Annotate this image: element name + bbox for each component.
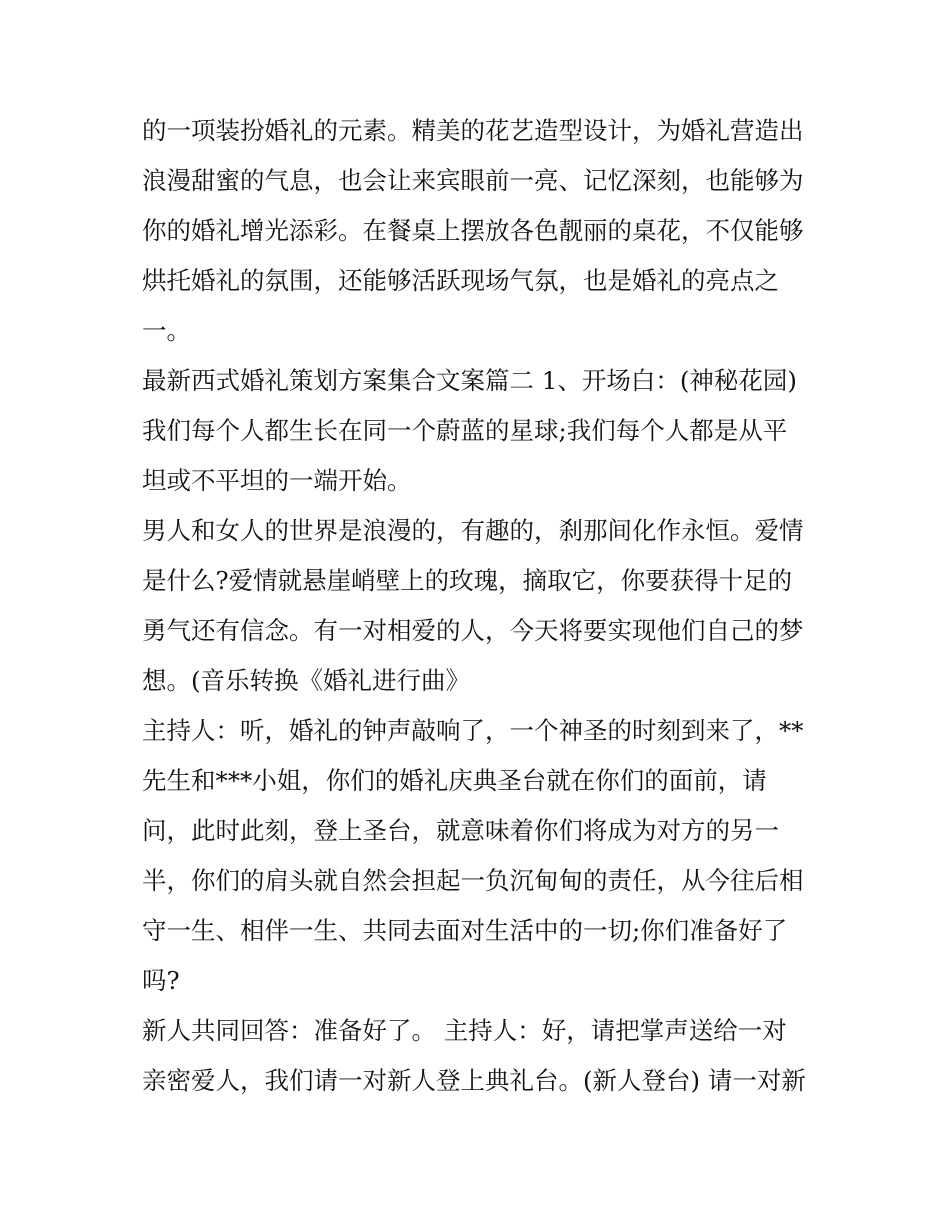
text-line: 是什么?爱情就悬崖峭壁上的玫瑰，摘取它，你要获得十足的 [142, 566, 793, 595]
text-line: 一。 [142, 316, 191, 345]
text-line: 坦或不平坦的一端开始。 [142, 466, 412, 495]
text-line: 想。(音乐转换《婚礼进行曲》 [142, 666, 471, 695]
text-line: 新人共同回答：准备好了。 主持人：好，请把掌声送给一对 [142, 1016, 787, 1045]
body-text [142, 106, 822, 1106]
text-line: 男人和女人的世界是浪漫的，有趣的，刹那间化作永恒。爱情 [142, 516, 804, 545]
text-line: 半，你们的肩头就自然会担起一负沉甸甸的责任，从今往后相 [142, 866, 804, 895]
text-line: 勇气还有信念。有一对相爱的人，今天将要实现他们自己的梦 [142, 616, 804, 645]
text-line: 守一生、相伴一生、共同去面对生活中的一切;你们准备好了 [142, 916, 788, 945]
text-line: 我们每个人都生长在同一个蔚蓝的星球;我们每个人都是从平 [142, 416, 788, 445]
text-line: 你的婚礼增光添彩。在餐桌上摆放各色靓丽的桌花，不仅能够 [142, 216, 804, 245]
text-line: 主持人：听，婚礼的钟声敲响了，一个神圣的时刻到来了，** [142, 716, 804, 745]
text-line: 先生和***小姐，你们的婚礼庆典圣台就在你们的面前，请 [142, 766, 767, 795]
text-line: 的一项装扮婚礼的元素。精美的花艺造型设计，为婚礼营造出 [142, 116, 804, 145]
text-line: 浪漫甜蜜的气息，也会让来宾眼前一亮、记忆深刻，也能够为 [142, 166, 804, 195]
text-line: 亲密爱人，我们请一对新人登上典礼台。(新人登台) 请一对新 [142, 1066, 806, 1095]
text-line: 问，此时此刻，登上圣台，就意味着你们将成为对方的另一 [142, 816, 779, 845]
text-line: 吗? [142, 966, 180, 995]
section-heading-line: 最新西式婚礼策划方案集合文案篇二 1、开场白：(神秘花园) [142, 366, 797, 395]
text-line: 烘托婚礼的氛围，还能够活跃现场气氛，也是婚礼的亮点之 [142, 266, 779, 295]
